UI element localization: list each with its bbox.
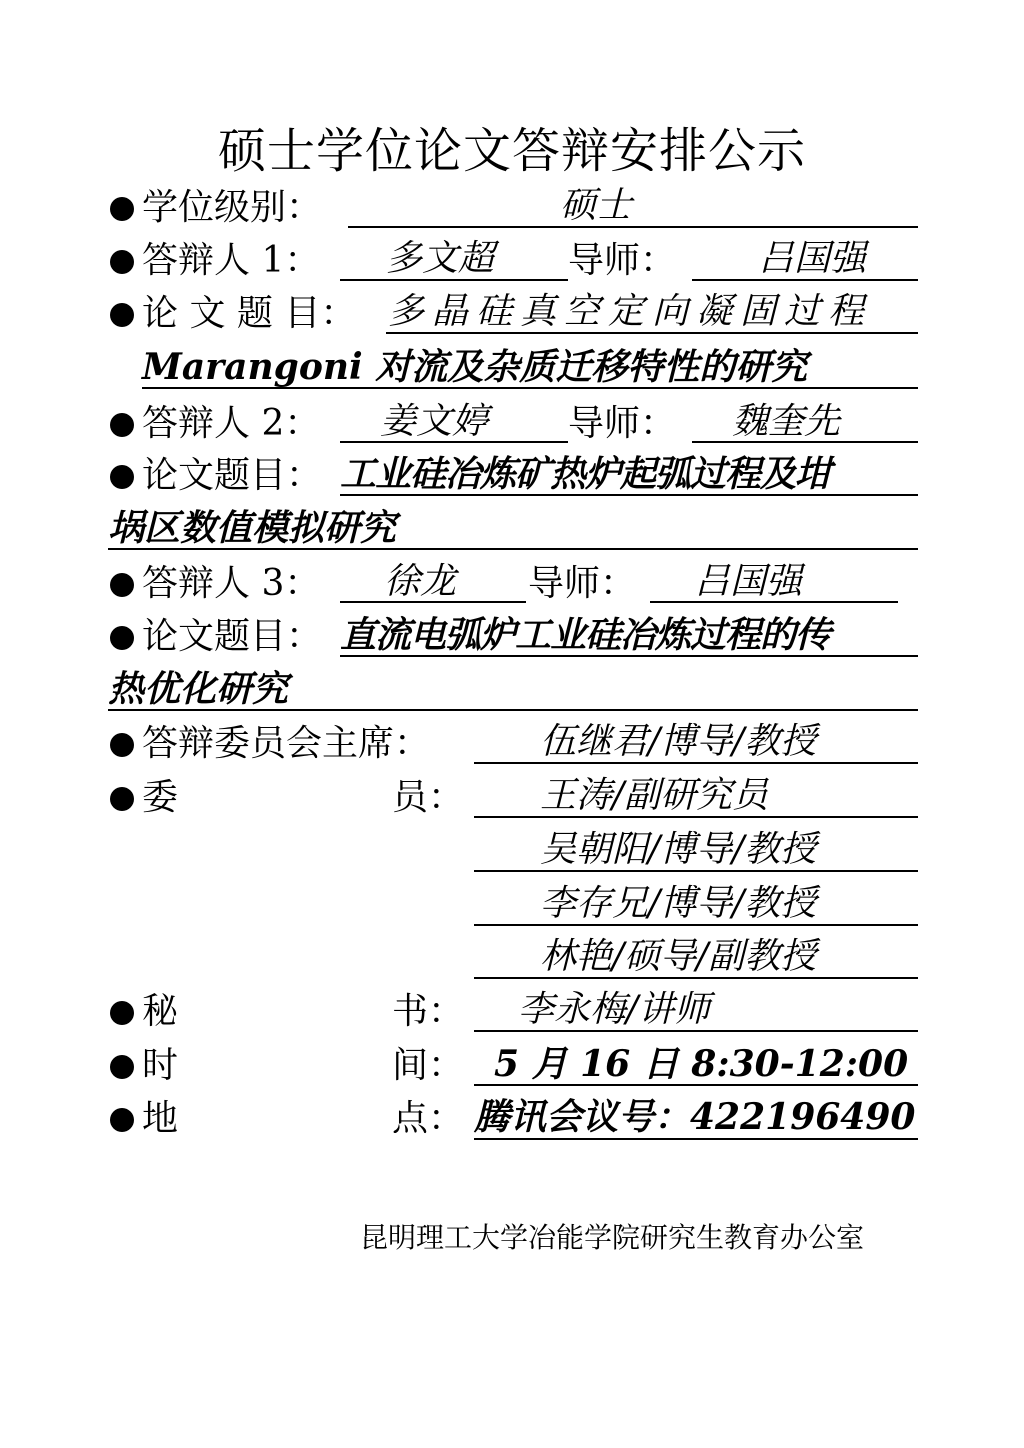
member-value: 李存兄/博导/教授 [540,883,817,924]
member-value: 吴朝阳/博导/教授 [540,829,817,870]
topic-3-label: 论文题目： [142,616,323,657]
defendant-2-label: 答辩人 2： [142,403,321,444]
advisor-3-label: 导师： [528,563,637,604]
advisor-1-name: 吕国强 [758,238,867,279]
topic-3-line-1: 直流电弧炉工业硅冶炼过程的传 [340,614,831,656]
bullet-icon [110,573,134,597]
time-label-right: 间： [392,1045,465,1086]
topic-2-label: 论文题目： [142,455,323,496]
topic-1-label: 论 文 题 目： [142,293,357,334]
secretary-label-right: 书： [392,991,465,1032]
bullet-icon [110,787,134,811]
defendant-3-label: 答辩人 3： [142,563,321,604]
advisor-3-name: 吕国强 [694,561,803,602]
committee-chair-value: 伍继君/博导/教授 [540,721,817,762]
bullet-icon [110,303,134,327]
member-value: 林艳/硕导/副教授 [540,936,817,977]
defendant-1-name: 多文超 [386,238,495,279]
time-value: 5 月 16 日 8:30-12:00 [494,1043,909,1085]
topic-2-line-1: 工业硅冶炼矿热炉起弧过程及坩 [340,453,831,495]
secretary-value: 李永梅/讲师 [518,989,711,1030]
secretary-label-left: 秘 [142,991,179,1032]
advisor-2-label: 导师： [568,403,677,444]
bullet-icon [110,250,134,274]
members-label-left: 委 [142,777,179,818]
bullet-icon [110,1055,134,1079]
defendant-2-name: 姜文婷 [380,401,489,442]
place-label-right: 点： [392,1098,465,1139]
bullet-icon [110,413,134,437]
bullet-icon [110,1001,134,1025]
page-title: 硕士学位论文答辩安排公示 [217,123,806,179]
bullet-icon [110,733,134,757]
degree-value: 硕士 [560,185,633,226]
time-label-left: 时 [142,1045,179,1086]
topic-1-line-2: Marangoni 对流及杂质迁移特性的研究 [142,346,808,388]
degree-label: 学位级别： [142,187,323,228]
member-value: 王涛/副研究员 [540,775,769,816]
issuing-office: 昆明理工大学冶能学院研究生教育办公室 [360,1221,865,1254]
topic-1-line-1: 多晶硅真空定向凝固过程 [388,291,873,332]
committee-chair-label: 答辩委员会主席： [142,723,431,764]
advisor-2-name: 魏奎先 [732,401,841,442]
defendant-3-name: 徐龙 [384,561,457,602]
members-label-right: 员： [392,777,465,818]
place-value: 腾讯会议号：422196490 [474,1096,916,1138]
bullet-icon [110,626,134,650]
topic-2-line-2: 埚区数值模拟研究 [108,507,397,549]
bullet-icon [110,197,134,221]
degree-underline [348,226,918,228]
bullet-icon [110,465,134,489]
topic-3-line-2: 热优化研究 [108,668,289,710]
place-label-left: 地 [142,1098,179,1139]
bullet-icon [110,1108,134,1132]
advisor-1-label: 导师： [568,240,677,281]
defendant-1-label: 答辩人 1： [142,240,321,281]
